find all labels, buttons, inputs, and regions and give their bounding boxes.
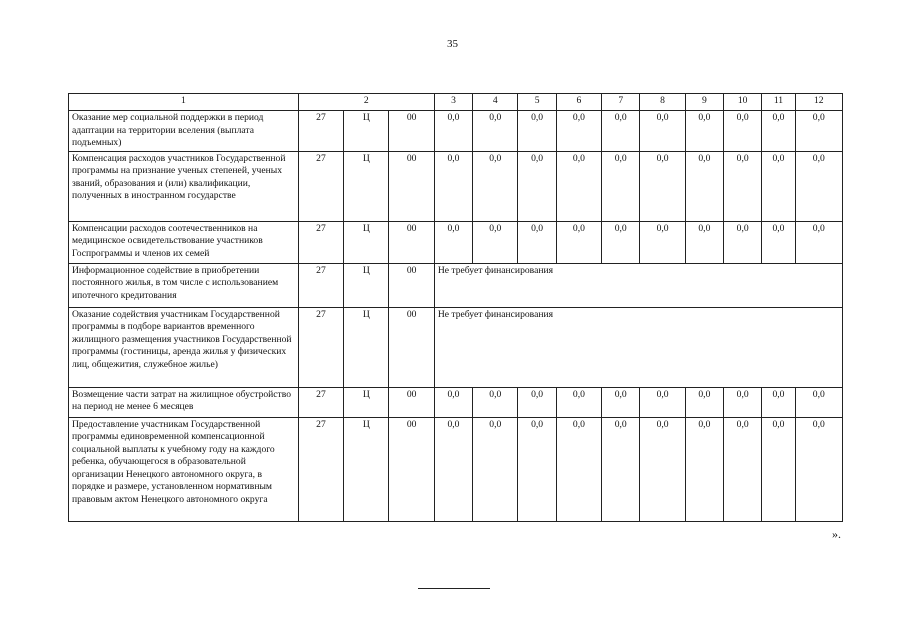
- code-cell: Ц: [344, 221, 389, 263]
- row-description: Оказание содействия участникам Государственной программы в подборе вариантов временного жилищного размещения участников Государственной программы (гостиницы, аренда жилья у физических лиц, общежития, служебное жилье): [69, 307, 299, 387]
- value-cell: 0,0: [685, 221, 723, 263]
- value-cell: 0,0: [602, 417, 640, 521]
- value-cell: 0,0: [762, 151, 795, 221]
- code-cell: 27: [298, 417, 343, 521]
- code-cell: 00: [389, 387, 434, 417]
- value-cell: 0,0: [795, 221, 842, 263]
- value-cell: 0,0: [685, 387, 723, 417]
- table-row: [69, 387, 843, 417]
- header-cell: 2: [298, 94, 434, 111]
- value-cell: 0,0: [434, 111, 472, 152]
- header-cell: 11: [762, 94, 795, 111]
- code-cell: Ц: [344, 151, 389, 221]
- row-description: Компенсация расходов участников Государственной программы на признание ученых степеней, ученых званий, образования и (или) квалификации, полученных в иностранном государстве: [69, 151, 299, 221]
- header-cell: 6: [556, 94, 601, 111]
- closing-quote: ».: [832, 527, 841, 541]
- value-cell: 0,0: [640, 111, 685, 152]
- code-cell: Ц: [344, 417, 389, 521]
- value-cell: 0,0: [640, 387, 685, 417]
- header-cell: 4: [473, 94, 518, 111]
- value-cell: 0,0: [762, 387, 795, 417]
- code-cell: 00: [389, 111, 434, 152]
- value-cell: 0,0: [724, 221, 762, 263]
- code-cell: Ц: [344, 387, 389, 417]
- value-cell: 0,0: [473, 151, 518, 221]
- value-cell: 0,0: [795, 417, 842, 521]
- table-header-row: [69, 94, 843, 111]
- table-row: [69, 263, 843, 307]
- value-cell: 0,0: [473, 387, 518, 417]
- value-cell: 0,0: [602, 151, 640, 221]
- value-cell: 0,0: [518, 151, 556, 221]
- code-cell: 00: [389, 307, 434, 387]
- value-cell: 0,0: [473, 111, 518, 152]
- value-cell: 0,0: [556, 221, 601, 263]
- header-cell: 1: [69, 94, 299, 111]
- value-cell: 0,0: [795, 111, 842, 152]
- code-cell: 00: [389, 151, 434, 221]
- value-cell: 0,0: [640, 221, 685, 263]
- funding-table: [68, 93, 843, 522]
- value-cell: 0,0: [685, 417, 723, 521]
- value-cell: 0,0: [685, 111, 723, 152]
- header-cell: 8: [640, 94, 685, 111]
- code-cell: 27: [298, 387, 343, 417]
- value-cell: 0,0: [602, 111, 640, 152]
- table-row: [69, 111, 843, 152]
- value-cell: 0,0: [602, 221, 640, 263]
- row-description: Компенсации расходов соотечественников на медицинское освидетельствование участников Госпрограммы и членов их семей: [69, 221, 299, 263]
- row-description: Предоставление участникам Государственной программы единовременной компенсационной социальной выплаты к учебному году на каждого ребенка, обучающегося в образовательной организации Ненецкого автономного округа, в порядке и размере, установленном нормативным правовым актом Ненецкого автономного округа: [69, 417, 299, 521]
- value-cell: 0,0: [518, 111, 556, 152]
- code-cell: Ц: [344, 263, 389, 307]
- code-cell: 00: [389, 417, 434, 521]
- code-cell: 27: [298, 307, 343, 387]
- value-cell: 0,0: [434, 417, 472, 521]
- value-cell: 0,0: [640, 151, 685, 221]
- header-cell: 12: [795, 94, 842, 111]
- value-cell: 0,0: [434, 221, 472, 263]
- value-cell: 0,0: [762, 111, 795, 152]
- value-cell: 0,0: [602, 387, 640, 417]
- header-cell: 9: [685, 94, 723, 111]
- table-row: [69, 151, 843, 221]
- value-cell: 0,0: [518, 387, 556, 417]
- code-cell: 27: [298, 151, 343, 221]
- header-cell: 3: [434, 94, 472, 111]
- value-cell: 0,0: [518, 221, 556, 263]
- row-description: Возмещение части затрат на жилищное обустройство на период не менее 6 месяцев: [69, 387, 299, 417]
- code-cell: 27: [298, 263, 343, 307]
- financing-note: Не требует финансирования: [434, 263, 842, 307]
- row-description: Информационное содействие в приобретении постоянного жилья, в том числе с использованием ипотечного кредитования: [69, 263, 299, 307]
- code-cell: 00: [389, 263, 434, 307]
- code-cell: Ц: [344, 307, 389, 387]
- header-cell: 7: [602, 94, 640, 111]
- code-cell: Ц: [344, 111, 389, 152]
- footer-rule: [418, 588, 490, 589]
- value-cell: 0,0: [762, 417, 795, 521]
- value-cell: 0,0: [724, 151, 762, 221]
- code-cell: 00: [389, 221, 434, 263]
- value-cell: 0,0: [724, 387, 762, 417]
- value-cell: 0,0: [473, 417, 518, 521]
- value-cell: 0,0: [434, 151, 472, 221]
- value-cell: 0,0: [724, 417, 762, 521]
- table-row: [69, 417, 843, 521]
- value-cell: 0,0: [724, 111, 762, 152]
- value-cell: 0,0: [795, 387, 842, 417]
- code-cell: 27: [298, 111, 343, 152]
- value-cell: 0,0: [685, 151, 723, 221]
- header-cell: 5: [518, 94, 556, 111]
- value-cell: 0,0: [518, 417, 556, 521]
- value-cell: 0,0: [762, 221, 795, 263]
- financing-note: Не требует финансирования: [434, 307, 842, 387]
- value-cell: 0,0: [640, 417, 685, 521]
- table-row: [69, 221, 843, 263]
- value-cell: 0,0: [434, 387, 472, 417]
- value-cell: 0,0: [473, 221, 518, 263]
- code-cell: 27: [298, 221, 343, 263]
- value-cell: 0,0: [795, 151, 842, 221]
- table-row: [69, 307, 843, 387]
- value-cell: 0,0: [556, 387, 601, 417]
- value-cell: 0,0: [556, 151, 601, 221]
- page-number: 35: [447, 38, 458, 50]
- header-cell: 10: [724, 94, 762, 111]
- value-cell: 0,0: [556, 111, 601, 152]
- value-cell: 0,0: [556, 417, 601, 521]
- row-description: Оказание мер социальной поддержки в период адаптации на территории вселения (выплата подъемных): [69, 111, 299, 152]
